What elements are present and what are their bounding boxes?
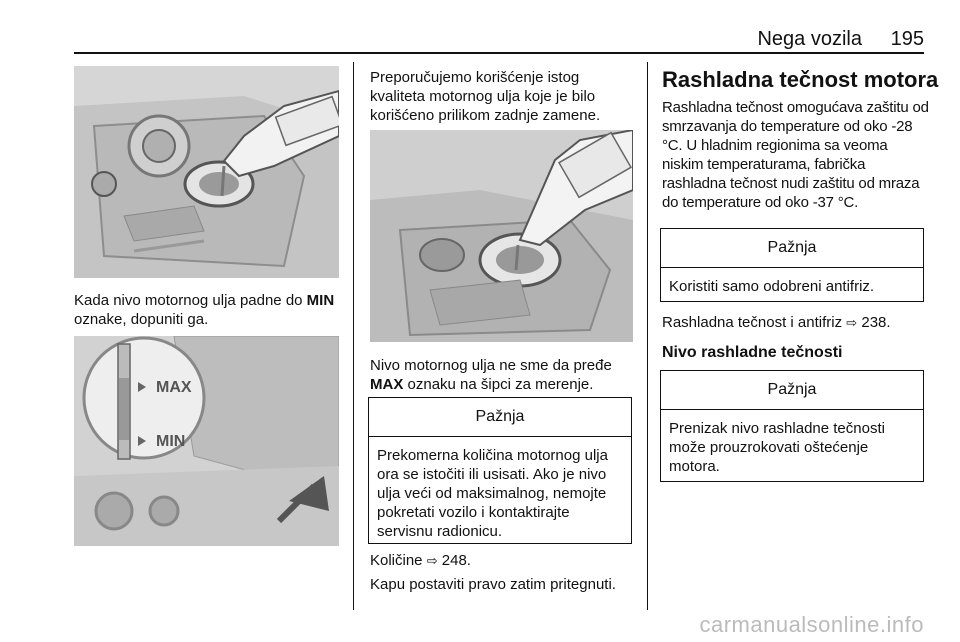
dipstick-min-label: MIN [156,433,186,450]
paragraph-text-rest: oznaku na šipci za merenje. [403,376,594,393]
notice-title: Pažnja [661,371,923,410]
oil-filling-illustration [74,66,339,278]
reference-text: Rashladna tečnost i antifriz [662,314,843,331]
page-reference-link[interactable]: 238. [861,314,891,331]
antifreeze-reference [662,313,932,333]
watermark: carmanualsonline.info [699,612,924,637]
coolant-paragraph: Rashladna tečnost omogućava zaštitu od smrzavanja do temperature od oko -28 °C. U hladnim regionima sa veoma niskim temperaturama, fabrička rashladna tečnost nudi zaštitu od mraza do temperature od oko -37 °C. [662,99,929,211]
dipstick-max-label: MAX [156,379,192,396]
oil-cap-illustration [370,130,633,342]
min-mark-bold: MIN [306,292,335,309]
reference-text: Količine [370,552,423,569]
paragraph-text: Nivo motornog ulja ne sme da pređe [370,357,612,374]
notice-body: Koristiti samo odobreni antifriz. [669,278,875,295]
notice-title: Pažnja [661,229,923,268]
header-rule [74,52,924,54]
max-level-paragraph [370,356,635,394]
notice-body: Prenizak nivo rashladne tečnosti može prouzrokovati oštećenje motora. [669,420,885,475]
max-mark-bold: MAX [370,376,404,393]
column-divider-1 [353,62,354,610]
page-reference-arrow-icon: ⇨ [846,316,858,331]
page-reference-arrow-icon: ⇨ [426,554,438,569]
notice-box-antifreeze [660,228,924,302]
paragraph-text: Kada nivo motornog ulja padne do [74,292,307,309]
dipstick-illustration [74,336,339,546]
subsection-heading: Nivo rashladne tečnosti [662,344,843,361]
notice-body: Prekomerna količina motornog ulja ora se istočiti ili usisati. Ako je nivo ulja veći od maksimalnog, nemojte pokretati vozilo i kontaktirajte servisnu radionicu. [377,447,608,540]
notice-box-coolant-level [660,370,924,482]
page-reference-link[interactable]: 248. [441,552,471,569]
running-header-title: Nega vozila [757,28,862,50]
section-heading: Rashladna tečnost motora [662,67,939,92]
cap-instruction: Kapu postaviti pravo zatim pritegnuti. [370,576,616,593]
oil-min-paragraph [74,291,339,329]
page-number: 195 [890,28,924,50]
notice-box-oil [368,397,632,544]
notice-title: Pažnja [369,398,631,437]
recommendation-paragraph: Preporučujemo korišćenje istog kvaliteta motornog ulja koje je bilo korišćeno prilikom zadnje zamene. [370,69,601,124]
column-divider-2 [647,62,648,610]
paragraph-text-rest: oznake, dopuniti ga. [74,311,209,328]
quantities-reference [370,551,635,571]
